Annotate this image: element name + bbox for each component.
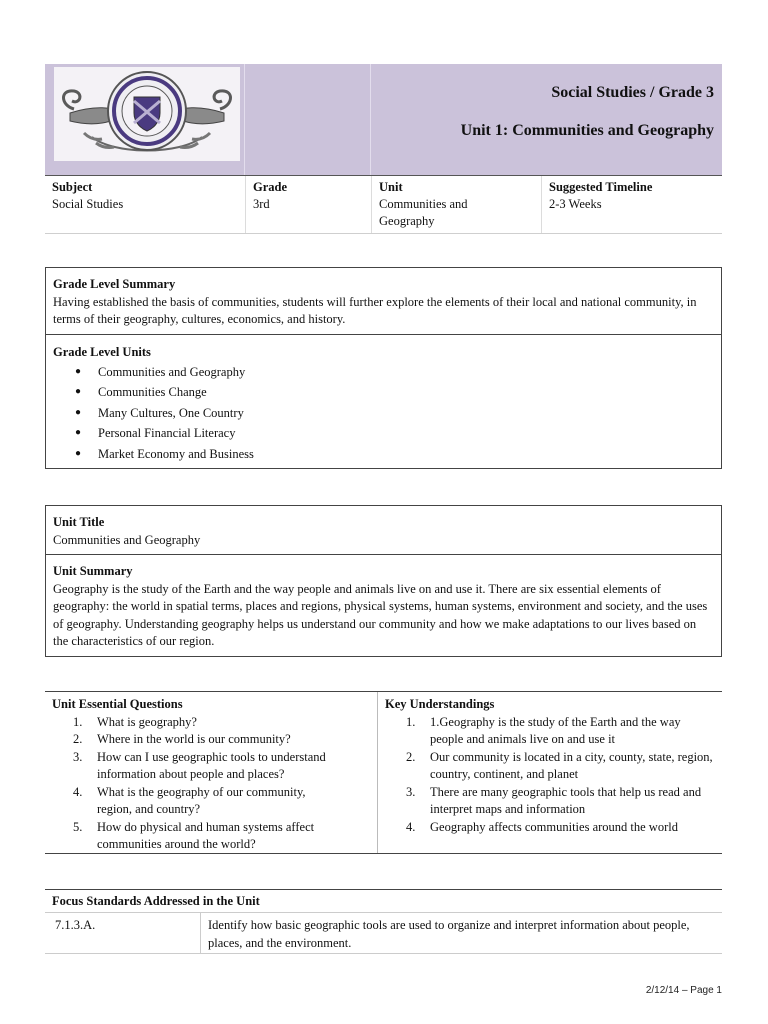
list-item: 4. What is the geography of our community, region, and country? xyxy=(73,784,306,816)
subject-cell xyxy=(45,176,245,233)
key-understandings xyxy=(377,692,722,853)
grade-label: Grade xyxy=(253,180,288,194)
subject-label: Subject xyxy=(52,180,93,194)
list-item: 3. There are many geographic tools that help us read and interpret maps and information xyxy=(406,784,702,816)
unit-cell xyxy=(371,176,541,233)
list-item: ● Market Economy and Business xyxy=(75,444,714,465)
header-separator xyxy=(244,64,245,175)
timeline-value: 2-3 Weeks xyxy=(549,197,602,211)
list-item: ● Personal Financial Literacy xyxy=(75,423,714,444)
grade-level-units xyxy=(46,335,721,468)
list-item: 5. How do physical and human systems affect communities around the world? xyxy=(73,819,315,851)
unit-title-text: Communities and Geography xyxy=(53,532,201,547)
grade-level-summary-title: Grade Level Summary xyxy=(53,277,176,291)
district-logo xyxy=(54,67,240,161)
questions-table xyxy=(45,691,722,854)
essential-questions-list xyxy=(52,714,370,854)
grade-cell xyxy=(245,176,371,233)
header-band xyxy=(45,64,722,175)
list-item: 1. What is geography? xyxy=(73,714,197,729)
page-footer: 2/12/14 – Page 1 xyxy=(645,985,722,996)
grade-level-units-list xyxy=(53,362,714,465)
header-subject-grade: Social Studies / Grade 3 xyxy=(551,84,714,101)
list-item: 1. 1.Geography is the study of the Earth and the way people and animals live on and use it xyxy=(406,714,681,746)
list-item: 3. How can I use geographic tools to understand information about people and places? xyxy=(73,749,326,781)
key-understandings-list xyxy=(385,714,715,837)
header-unit-title: Unit 1: Communities and Geography xyxy=(460,122,714,139)
unit-summary-section xyxy=(46,555,721,655)
unit-summary-title: Unit Summary xyxy=(53,564,133,578)
unit-summary-text: Geography is the study of the Earth and the way people and animals live on and use it. There are six essential elements of geography: the world in spatial terms, places and regions, physical systems, human systems, environment and society, and the uses of geography. Understanding geography helps us understand our community and how we make adaptations to our lives based on the characteristics of our region. xyxy=(53,581,708,648)
list-item: 4. Geography affects communities around the world xyxy=(406,819,678,834)
grade-level-box xyxy=(45,267,722,469)
grade-level-summary xyxy=(46,268,721,334)
unit-title-label: Unit Title xyxy=(53,515,105,529)
unit-title-section xyxy=(46,506,721,554)
unit-summary-box xyxy=(45,505,722,657)
grade-level-units-title: Grade Level Units xyxy=(53,345,151,359)
grade-level-summary-text: Having established the basis of communities, students will further explore the elements of their local and national community, in terms of their geography, cultures, economics, and history. xyxy=(53,294,697,326)
key-understandings-title: Key Understandings xyxy=(385,697,495,711)
unit-label: Unit xyxy=(379,180,403,194)
standard-code: 7.1.3.A. xyxy=(55,918,96,932)
essential-questions xyxy=(45,692,377,853)
list-item: 2. Where in the world is our community? xyxy=(73,732,291,746)
district-seal-icon xyxy=(54,67,240,161)
focus-standards-title: Focus Standards Addressed in the Unit xyxy=(45,890,722,913)
unit-value: Communities and Geography xyxy=(379,197,468,228)
unit-info-row xyxy=(45,175,722,234)
focus-standards-table xyxy=(45,889,722,954)
timeline-cell xyxy=(541,176,722,233)
header-separator xyxy=(370,64,371,175)
timeline-label: Suggested Timeline xyxy=(549,180,653,194)
subject-value: Social Studies xyxy=(52,197,124,211)
list-item: ● Many Cultures, One Country xyxy=(75,403,714,424)
list-item: ● Communities Change xyxy=(75,382,714,403)
list-item: 2. Our community is located in a city, county, state, region, country, continent, and planet xyxy=(406,749,713,781)
list-item: ● Communities and Geography xyxy=(75,362,714,383)
standard-description: Identify how basic geographic tools are used to organize and interpret information about people, places, and the environment. xyxy=(200,913,722,954)
essential-questions-title: Unit Essential Questions xyxy=(52,697,183,711)
grade-value: 3rd xyxy=(253,197,270,211)
